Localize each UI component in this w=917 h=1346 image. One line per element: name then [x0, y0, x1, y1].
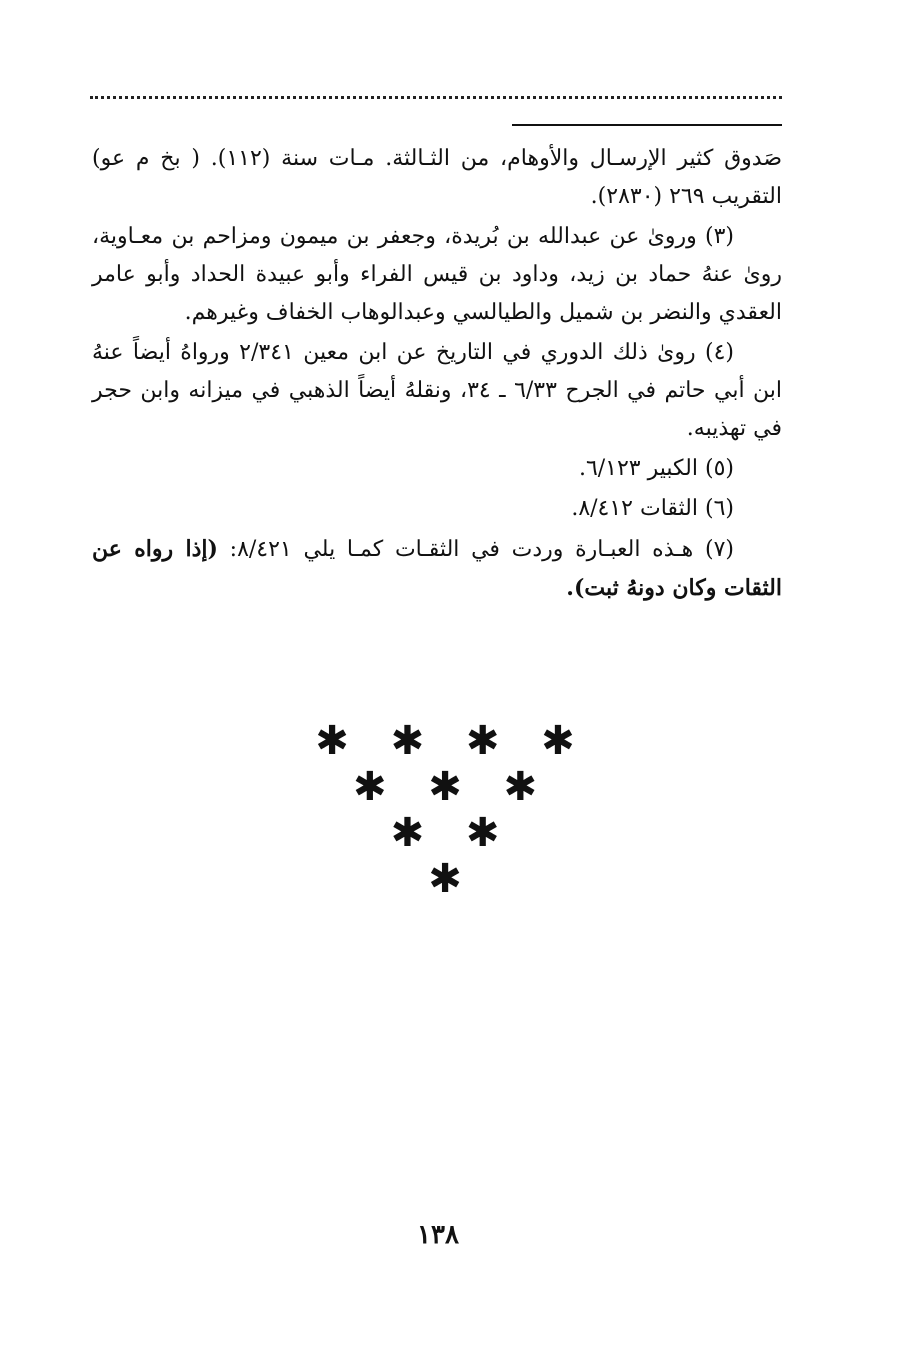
- footnote-text: (٧) هـذه العبـارة وردت في الثقـات كمـا يلي ٨/٤٢١:: [229, 537, 734, 562]
- footnotes-block: [92, 140, 782, 610]
- page-number: ١٣٨: [417, 1220, 459, 1250]
- footnote-continuation: [92, 140, 782, 216]
- footnote-7: [92, 530, 782, 608]
- footnote-5: [92, 450, 782, 488]
- footnote-text: (٥) الكبير ٦/١٢٣.: [578, 456, 734, 481]
- asterisk-row: ✱: [428, 856, 462, 902]
- asterisk-row: ✱ ✱: [390, 810, 500, 856]
- footnote-6: [92, 490, 782, 528]
- asterisk-row: ✱ ✱ ✱: [352, 764, 538, 810]
- asterisk-ornament: [300, 718, 590, 902]
- footnote-3: [92, 218, 782, 332]
- footnote-quote: (إذا رواه عن الثقات وكان دونهُ ثبت).: [92, 536, 782, 601]
- asterisk-row: ✱ ✱ ✱ ✱: [315, 718, 575, 764]
- footnote-text: (٤) روىٰ ذلك الدوري في التاريخ عن ابن معين ٢/٣٤١ ورواهُ أيضاً عنهُ ابن أبي حاتم في الجرح ٦/٣٣ ـ ٣٤، ونقلهُ أيضاً الذهبي في ميزانه وابن حجر في تهذيبه.: [92, 340, 782, 441]
- footnote-text: (٦) الثقات ٨/٤١٢.: [571, 496, 734, 521]
- footnote-separator-rule: [512, 124, 782, 126]
- footnote-text: (٣) وروىٰ عن عبدالله بن بُريدة، وجعفر بن ميمون ومزاحم بن معـاوية، روىٰ عنهُ حماد بن زيد، وداود بن قيس الفراء وأبو عبيدة الحداد وأبو عامر العقدي والنضر بن شميل والطيالسي وعبدالوهاب الخفاف وغيرهم.: [92, 224, 782, 325]
- footnote-4: [92, 334, 782, 448]
- header-dotted-rule: [90, 96, 782, 99]
- footnote-text: صَدوق كثير الإرسـال والأوهام، من الثـالثة. مـات سنة (١١٢). ( بخ م عو) التقريب ٢٦٩ (٢٨٣٠).: [92, 146, 783, 209]
